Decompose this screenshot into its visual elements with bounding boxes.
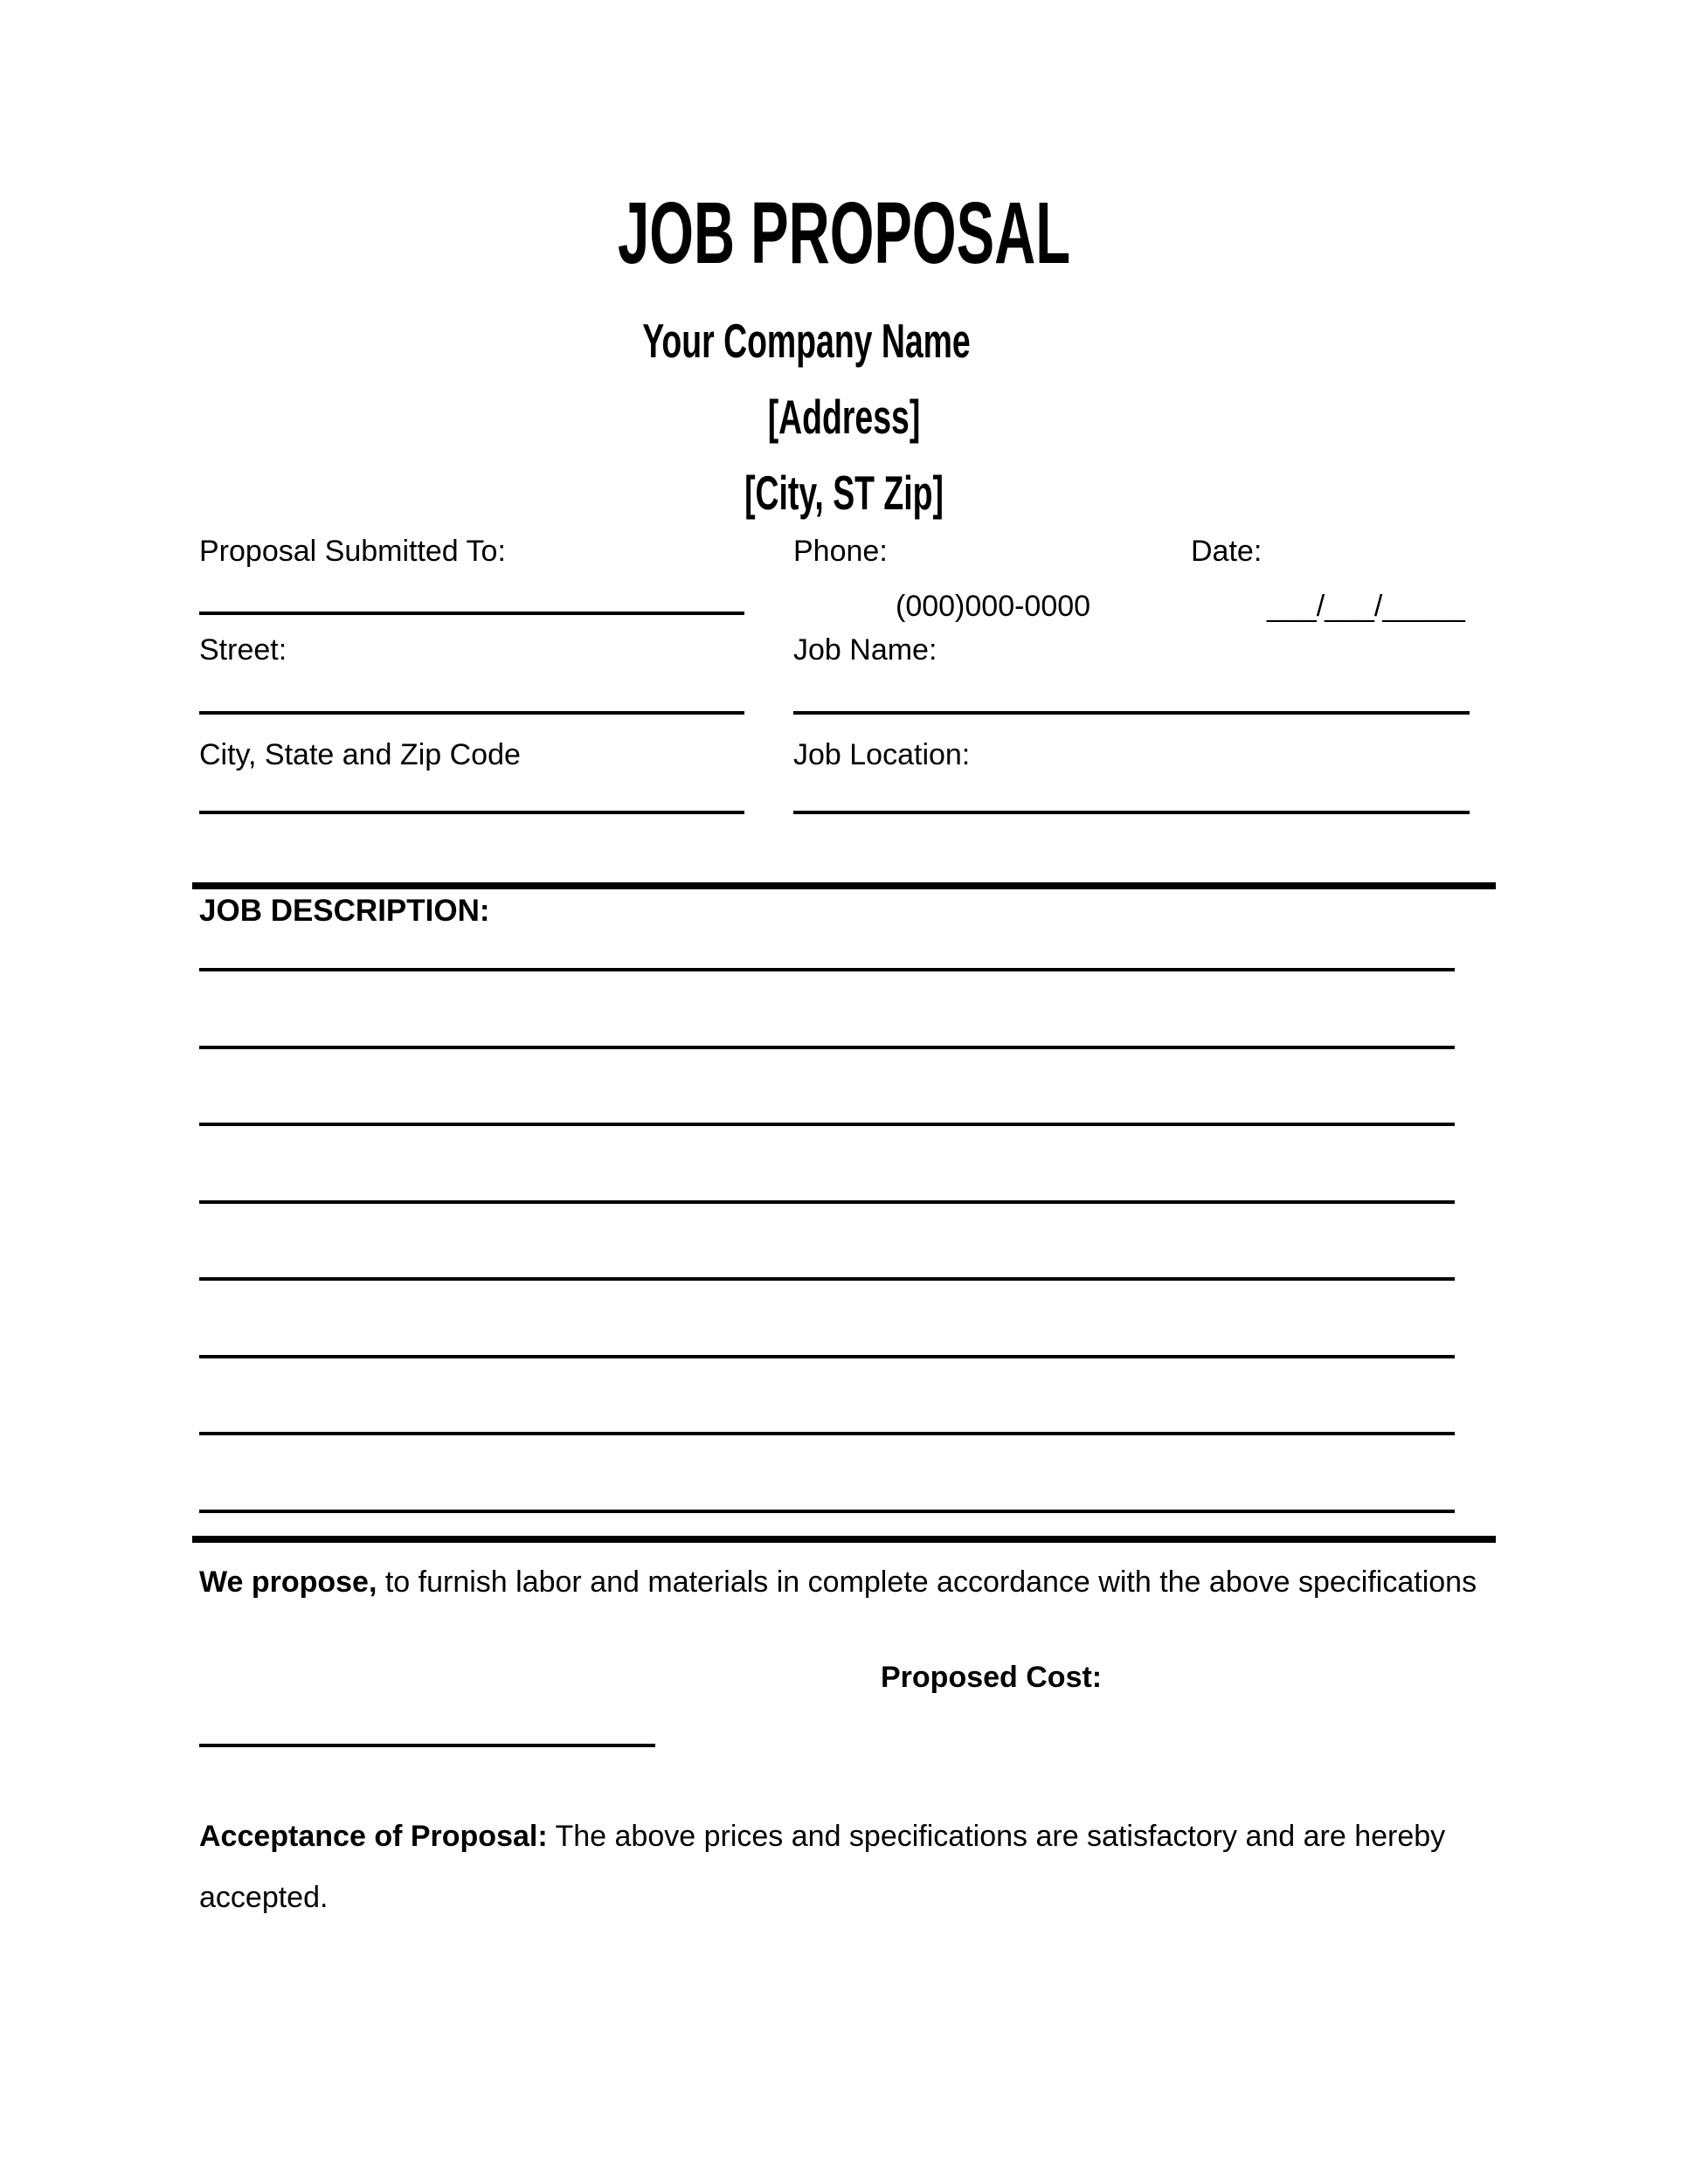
job-name-label: Job Name: [793,633,937,667]
company-address: [Address] [767,390,921,444]
job-description-lines [199,0,1455,1538]
proposed-cost-fill-line[interactable] [199,1744,655,1747]
description-fill-line[interactable] [199,1277,1455,1281]
document-title: JOB PROPOSAL [617,184,1071,282]
we-propose-text [199,1567,1477,1597]
phone-value: (000)000-0000 [896,590,1091,623]
date-label: Date: [1191,535,1263,568]
proposed-cost-label: Proposed Cost: [881,1661,1103,1694]
we-propose-lead: We propose, [199,1565,377,1599]
acceptance-heading: Acceptance of Proposal: [199,1820,548,1853]
description-fill-line[interactable] [199,1355,1455,1358]
phone-label: Phone: [793,535,888,568]
job-location-label: Job Location: [793,738,971,771]
section-divider-bottom [192,1536,1496,1543]
acceptance-rest: The above prices and specifications are satisfactory and are hereby [547,1820,1446,1853]
date-fill-blanks[interactable]: ___/___/_____ [1267,590,1465,623]
description-fill-line[interactable] [199,1200,1455,1204]
city-state-zip-label: City, State and Zip Code [199,738,521,771]
description-fill-line[interactable] [199,1510,1455,1513]
acceptance-line2: accepted. [199,1881,329,1914]
street-label: Street: [199,633,287,667]
description-fill-line[interactable] [199,968,1455,971]
company-city-st-zip: [City, ST Zip] [744,466,944,520]
description-fill-line[interactable] [199,1123,1455,1126]
company-name: Your Company Name [642,314,971,368]
job-description-heading: JOB DESCRIPTION: [199,894,490,928]
description-fill-line[interactable] [199,1432,1455,1435]
submitted-to-label: Proposal Submitted To: [199,535,506,568]
we-propose-rest: to furnish labor and materials in complete accordance with the above specifications [377,1565,1477,1599]
description-fill-line[interactable] [199,1046,1455,1049]
acceptance-text [199,1806,1510,1928]
